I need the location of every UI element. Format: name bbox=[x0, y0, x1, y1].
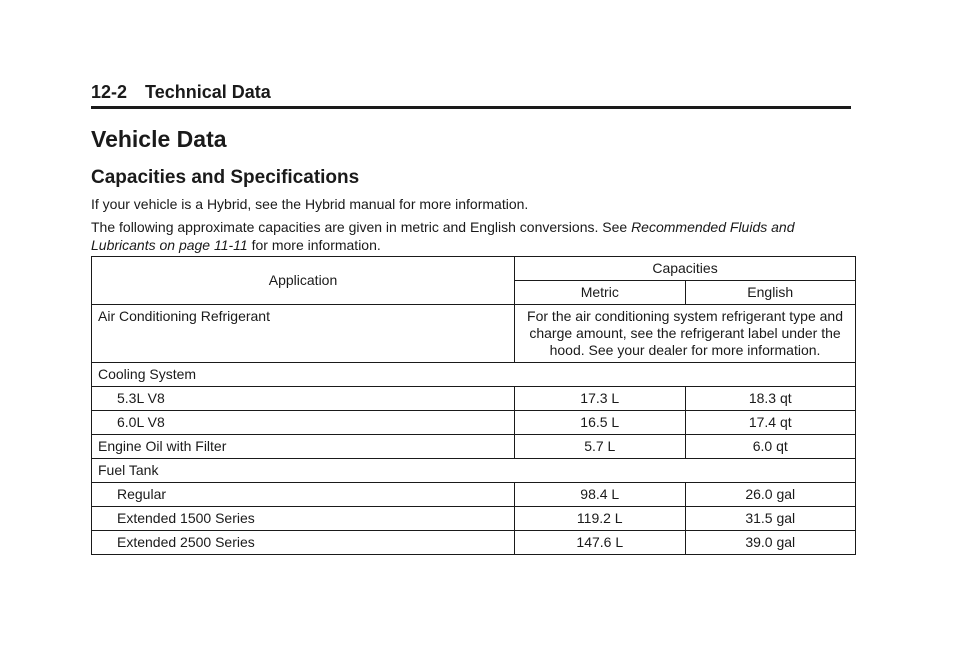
table-row bbox=[92, 411, 856, 435]
header-application: Application bbox=[92, 257, 515, 305]
table-row bbox=[92, 435, 856, 459]
intro-text: The following approximate capacities are given in metric and English conversions. See bbox=[91, 219, 632, 235]
section-heading: Capacities and Specifications bbox=[91, 167, 360, 188]
table-row bbox=[92, 507, 856, 531]
english-value: 39.0 gal bbox=[685, 531, 856, 555]
english-value: 31.5 gal bbox=[685, 507, 856, 531]
header-english: English bbox=[685, 281, 856, 305]
capacities-table bbox=[91, 256, 856, 555]
capacities-intro bbox=[91, 218, 851, 254]
metric-value: 5.7 L bbox=[515, 435, 685, 459]
row-label: Air Conditioning Refrigerant bbox=[92, 305, 515, 363]
english-value: 26.0 gal bbox=[685, 483, 856, 507]
metric-value: 98.4 L bbox=[515, 483, 685, 507]
metric-value: 16.5 L bbox=[515, 411, 685, 435]
metric-value: 17.3 L bbox=[515, 387, 685, 411]
ac-refrigerant-note: For the air conditioning system refrigerant type and charge amount, see the refrigerant label under the hood. See your dealer for more information. bbox=[515, 305, 856, 363]
hybrid-note: If your vehicle is a Hybrid, see the Hybrid manual for more information. bbox=[91, 196, 529, 212]
page-header bbox=[91, 80, 851, 109]
english-value: 18.3 qt bbox=[685, 387, 856, 411]
row-group-label: Cooling System bbox=[92, 363, 856, 387]
table-row bbox=[92, 363, 856, 387]
row-label: 6.0L V8 bbox=[92, 411, 515, 435]
table-row bbox=[92, 483, 856, 507]
table-row bbox=[92, 531, 856, 555]
table-row bbox=[92, 387, 856, 411]
row-group-label: Fuel Tank bbox=[92, 459, 856, 483]
header-metric: Metric bbox=[515, 281, 685, 305]
row-label: Extended 2500 Series bbox=[92, 531, 515, 555]
row-label: Engine Oil with Filter bbox=[92, 435, 515, 459]
row-label: Extended 1500 Series bbox=[92, 507, 515, 531]
page-number: 12-2 bbox=[91, 82, 128, 102]
english-value: 6.0 qt bbox=[685, 435, 856, 459]
section-title: Technical Data bbox=[145, 82, 271, 102]
table-row bbox=[92, 459, 856, 483]
row-label: 5.3L V8 bbox=[92, 387, 515, 411]
metric-value: 147.6 L bbox=[515, 531, 685, 555]
intro-text-end: for more information. bbox=[247, 237, 381, 253]
page-title: Vehicle Data bbox=[91, 126, 227, 152]
table-row bbox=[92, 305, 856, 363]
header-capacities: Capacities bbox=[515, 257, 856, 281]
metric-value: 119.2 L bbox=[515, 507, 685, 531]
fluids-reference-link[interactable]: Recommended Fluids and Lubricants on page 11-11 bbox=[91, 219, 795, 253]
row-label: Regular bbox=[92, 483, 515, 507]
english-value: 17.4 qt bbox=[685, 411, 856, 435]
